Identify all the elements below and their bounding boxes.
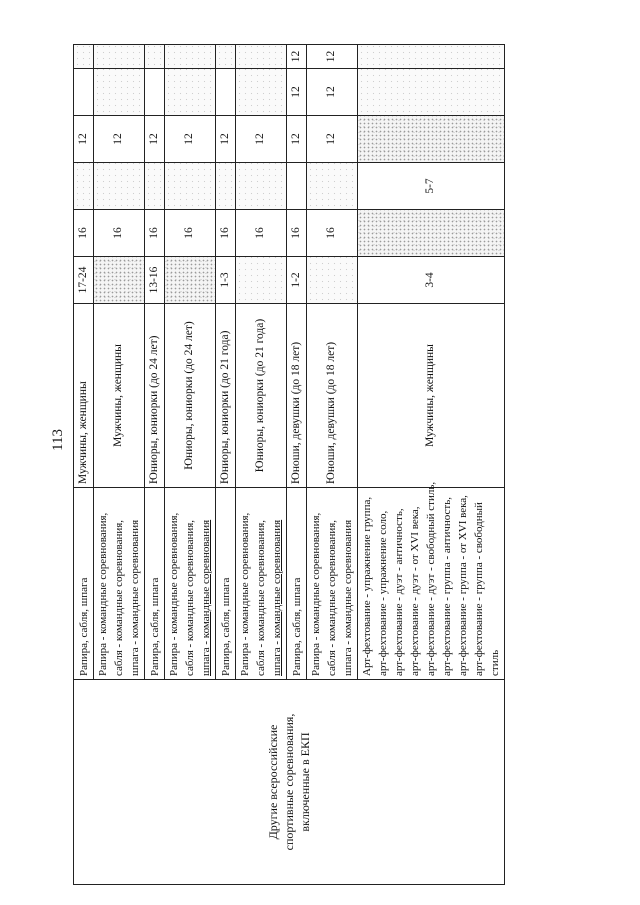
category-cell: Юниоры, юниорки (до 21 года) [236, 304, 287, 488]
value-cell: 12 [236, 116, 287, 163]
value-cell [358, 45, 505, 69]
value-cell: 12 [145, 116, 165, 163]
value-cell: 12 [165, 116, 216, 163]
value-cell: 1-3 [216, 257, 236, 304]
discipline-cell: Рапира - командные соревнования, сабля - командные соревнования, шпага - командные соревнования [307, 488, 358, 680]
value-cell: 16 [74, 210, 94, 257]
value-cell [287, 163, 307, 210]
value-cell [74, 163, 94, 210]
value-cell [236, 69, 287, 116]
value-cell [358, 69, 505, 116]
value-cell: 12 [74, 116, 94, 163]
value-cell [216, 163, 236, 210]
discipline-cell: Рапира - командные соревнования, сабля - командные соревнования, шпага - командные соревнования [94, 488, 145, 680]
value-cell: 3-4 [358, 257, 505, 304]
value-cell: 12 [287, 69, 307, 116]
value-cell [94, 257, 145, 304]
value-cell: 12 [216, 116, 236, 163]
value-cell: 16 [287, 210, 307, 257]
discipline-cell: Рапира - командные соревнования, сабля - командные соревнования, шпага - командные соревнования [165, 488, 216, 680]
value-cell: 16 [307, 210, 358, 257]
competition-table [73, 44, 505, 885]
value-cell: 12 [94, 116, 145, 163]
value-cell [94, 163, 145, 210]
discipline-cell: Рапира, сабля, шпага [74, 488, 94, 680]
discipline-cell: Арт-фехтование - упражнение группа, арт-фехтование - упражнение соло, арт-фехтование - дуэт - античность, арт-фехтование - дуэт - от XVI века, арт-фехтование - дуэт - свободный стиль, арт-фехтование - группа - античность, арт-фехтование - группа - от XVI века, арт-фехтование - группа - свободный стиль [358, 488, 505, 680]
value-cell [165, 163, 216, 210]
value-cell [236, 45, 287, 69]
category-cell: Юноши, девушки (до 18 лет) [307, 304, 358, 488]
value-cell [165, 45, 216, 69]
page-number: 113 [50, 429, 66, 451]
value-cell: 12 [287, 45, 307, 69]
category-cell: Юниоры, юниорки (до 24 лет) [165, 304, 216, 488]
value-cell [94, 69, 145, 116]
category-cell: Мужчины, женщины [358, 304, 505, 488]
rotated-table-sheet [73, 45, 501, 885]
value-cell [165, 257, 216, 304]
value-cell [358, 210, 505, 257]
value-cell: 12 [307, 45, 358, 69]
discipline-cell: Рапира, сабля, шпага [287, 488, 307, 680]
value-cell: 12 [307, 116, 358, 163]
discipline-cell: Рапира, сабля, шпага [216, 488, 236, 680]
discipline-cell: Рапира, сабля, шпага [145, 488, 165, 680]
value-cell [165, 69, 216, 116]
value-cell: 16 [145, 210, 165, 257]
value-cell [74, 45, 94, 69]
value-cell: 13-16 [145, 257, 165, 304]
category-cell: Мужчины, женщины [94, 304, 145, 488]
category-cell: Юниоры, юниорки (до 21 года) [216, 304, 236, 488]
value-cell [236, 163, 287, 210]
value-cell [358, 116, 505, 163]
value-cell [74, 69, 94, 116]
value-cell [236, 257, 287, 304]
value-cell: 12 [307, 69, 358, 116]
value-cell: 1-2 [287, 257, 307, 304]
value-cell [216, 45, 236, 69]
category-cell: Юноши, девушки (до 18 лет) [287, 304, 307, 488]
table-row [74, 45, 94, 885]
value-cell [145, 163, 165, 210]
value-cell [216, 69, 236, 116]
value-cell: 12 [287, 116, 307, 163]
category-cell: Мужчины, женщины [74, 304, 94, 488]
category-cell: Юниоры, юниорки (до 24 лет) [145, 304, 165, 488]
value-cell [307, 163, 358, 210]
value-cell [145, 45, 165, 69]
value-cell: 5-7 [358, 163, 505, 210]
competition-name-cell: Другие всероссийские спортивные соревнования, включенные в ЕКП [74, 680, 505, 885]
value-cell: 16 [236, 210, 287, 257]
value-cell: 17-24 [74, 257, 94, 304]
value-cell [94, 45, 145, 69]
value-cell: 16 [94, 210, 145, 257]
value-cell [307, 257, 358, 304]
value-cell: 16 [165, 210, 216, 257]
value-cell [145, 69, 165, 116]
value-cell: 16 [216, 210, 236, 257]
discipline-cell: Рапира - командные соревнования, сабля - командные соревнования, шпага - командные соревнования [236, 488, 287, 680]
